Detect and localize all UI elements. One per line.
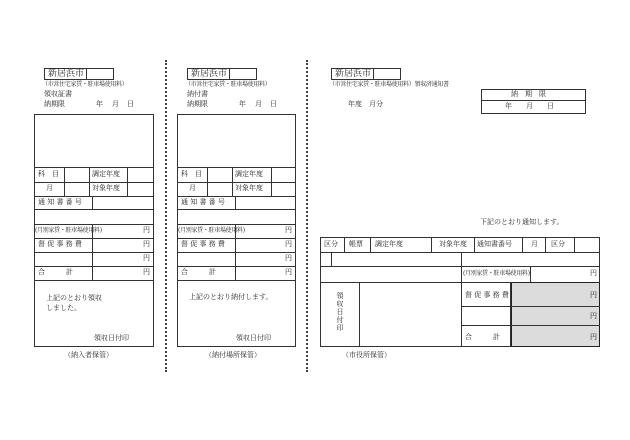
month-label: 月 (46, 184, 53, 192)
col-kubun: 区分 (324, 240, 338, 248)
total-label: 合 計 (181, 268, 216, 276)
stamp-label: 領収日付印 (94, 334, 129, 342)
notice-subtitle: （市営住宅家賃・駐車場使用料）領収済通知書 (329, 81, 449, 88)
target-year-label: 対象年度 (92, 184, 120, 192)
year-month-label: 年度 月分 (348, 100, 383, 108)
city-name: 新居浜市 (48, 69, 85, 79)
subtitle: （市営住宅家賃・駐車場使用料） (42, 81, 128, 88)
dunning-label: 督 促 事 務 費 (465, 291, 509, 299)
due-label: 納期限 (187, 100, 208, 108)
due-month: 月 (112, 100, 119, 108)
yen-4: 円 (590, 333, 597, 341)
yen-2: 円 (590, 291, 597, 299)
total-label: 合 計 (465, 333, 500, 341)
item-label: 科 目 (38, 170, 59, 178)
perforation (306, 60, 308, 372)
dunning-label: 督 促 事 務 費 (181, 240, 225, 248)
due-header: 納 期 限 (511, 90, 546, 98)
due-values: 年 月 日 (505, 102, 554, 110)
due-day: 日 (127, 100, 134, 108)
slip-title: 領収証書 (44, 90, 72, 98)
stamp-vertical: 領収日付印 (336, 292, 344, 332)
col-tax-year: 調定年度 (375, 240, 403, 248)
tax-year-label: 調定年度 (235, 170, 263, 178)
tax-year-label: 調定年度 (92, 170, 120, 178)
due-month: 月 (255, 100, 262, 108)
notice-no-label: 通 知 書 番 号 (181, 198, 225, 206)
yen-3: 円 (285, 254, 292, 262)
target-year-label: 対象年度 (235, 184, 263, 192)
notice-text: 下記のとおり通知します。 (480, 218, 564, 226)
col-kubun2: 区分 (551, 240, 565, 248)
slip-footer: （納入者保管） (64, 351, 113, 359)
col-target-year: 対象年度 (439, 240, 467, 248)
fee-label: (月別家賃・駐車場使用料) (178, 227, 245, 234)
due-year: 年 (96, 100, 103, 108)
city-name: 新居浜市 (191, 69, 228, 79)
slip-footer: （納付場所保管） (205, 351, 261, 359)
yen-4: 円 (143, 268, 150, 276)
shaded-amount-area (511, 282, 600, 347)
due-year: 年 (239, 100, 246, 108)
yen-4: 円 (285, 268, 292, 276)
perforation (165, 60, 167, 372)
yen-3: 円 (590, 312, 597, 320)
total-label: 合 計 (38, 268, 73, 276)
receipt-message: 上記のとおり領収 しました。 (46, 294, 102, 312)
col-notice-no: 通知書番号 (477, 240, 512, 248)
yen-2: 円 (285, 240, 292, 248)
stamp-label: 領収日付印 (236, 334, 271, 342)
col-chou: 帳票 (349, 240, 363, 248)
dunning-label: 督 促 事 務 費 (38, 240, 82, 248)
slip-title: 納付書 (187, 90, 208, 98)
due-label: 納期限 (44, 100, 65, 108)
item-label: 科 目 (181, 170, 202, 178)
city-name: 新居浜市 (335, 69, 372, 79)
slip-footer: （市役所保管） (342, 351, 391, 359)
notice-no-label: 通 知 書 番 号 (38, 198, 82, 206)
month-label: 月 (189, 184, 196, 192)
payment-message: 上記のとおり納付します。 (189, 293, 273, 301)
yen-2: 円 (143, 240, 150, 248)
yen-1: 円 (590, 269, 597, 277)
fee-label: (月別家賃・駐車場使用料) (35, 227, 102, 234)
col-month: 月 (531, 240, 538, 248)
subtitle: （市営住宅家賃・駐車場使用料） (185, 81, 271, 88)
yen-1: 円 (285, 226, 292, 234)
yen-3: 円 (143, 254, 150, 262)
fee-label: (月別家賃・駐車場使用料) (463, 270, 530, 277)
due-day: 日 (270, 100, 277, 108)
yen-1: 円 (143, 226, 150, 234)
